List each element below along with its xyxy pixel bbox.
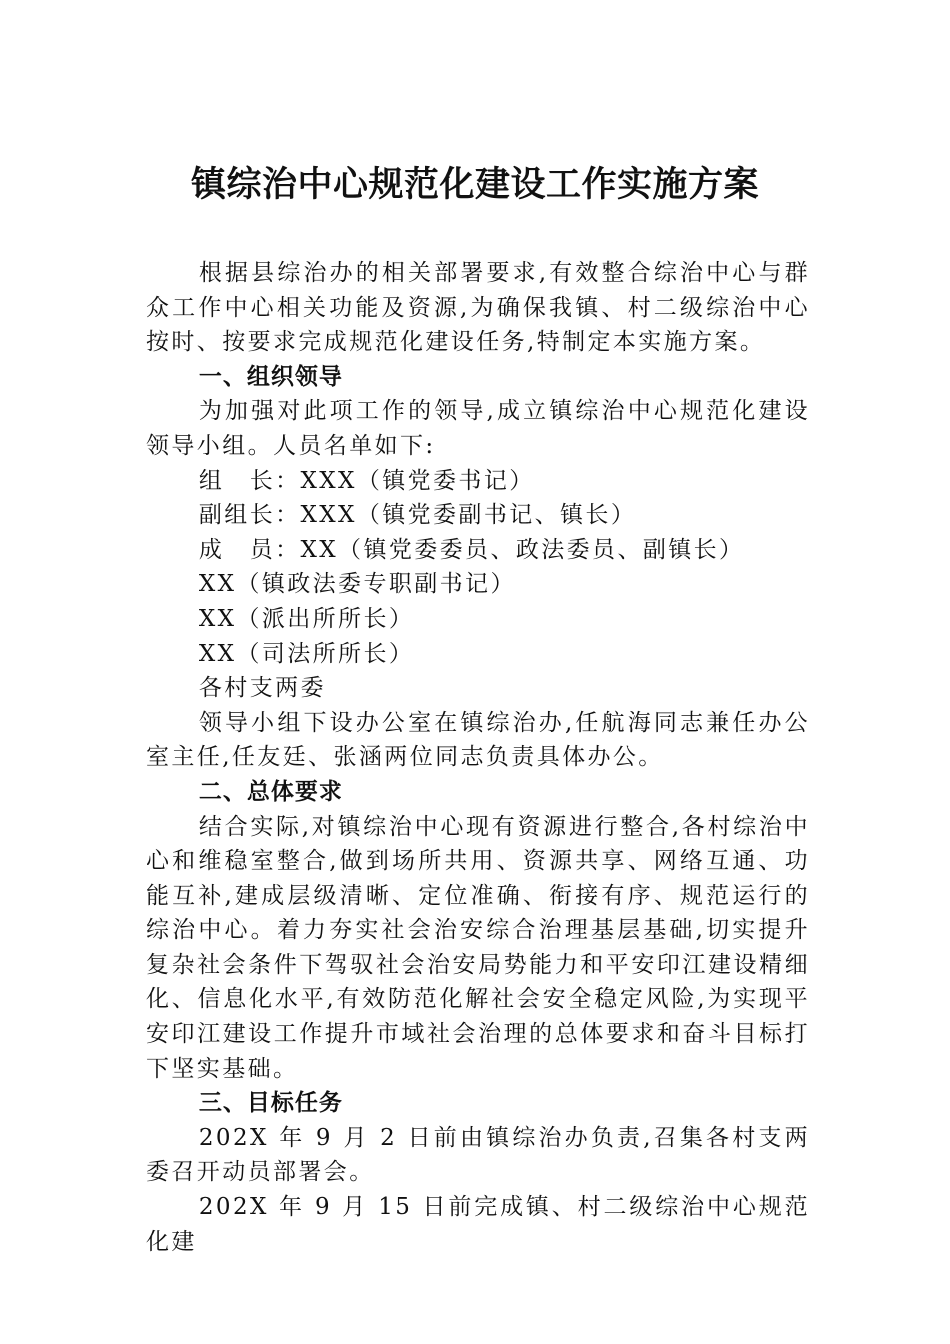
task-paragraph-2: 202X 年 9 月 15 日前完成镇、村二级综治中心规范化建 bbox=[146, 1194, 810, 1255]
document-body bbox=[146, 256, 810, 1259]
task-paragraph-1: 202X 年 9 月 2 日前由镇综治办负责,召集各村支两委召开动员部署会。 bbox=[146, 1124, 810, 1186]
requirements-paragraph: 结合实际,对镇综治中心现有资源进行整合,各村综治中心和维稳室整合,做到场所共用、资源共享、网络互通、功能互补,建成层级清晰、定位准确、衔接有序、规范运行的综治中心。着力夯实社会治安综合治理基层基础,切实提升复杂社会条件下驾驭社会治安局势能力和平安印江建设精细化、信息化水平,有效防范化解社会安全稳定风险,为实现平安印江建设工作提升市域社会治理的总体要求和奋斗目标打下坚实基础。 bbox=[146, 813, 811, 1082]
member-line-political-secretary: XX（镇政法委专职副书记） bbox=[198, 571, 516, 598]
section-heading-requirements: 二、总体要求 bbox=[198, 778, 343, 805]
member-line-leader: 组 长：XXX（镇党委书记） bbox=[198, 467, 535, 494]
section-heading-tasks: 三、目标任务 bbox=[198, 1090, 343, 1117]
member-line-police-chief: XX（派出所所长） bbox=[198, 605, 415, 632]
intro-paragraph: 根据县综治办的相关部署要求,有效整合综治中心与群众工作中心相关功能及资源,为确保我镇、村二级综治中心按时、按要求完成规范化建设任务,特制定本实施方案。 bbox=[146, 260, 810, 356]
member-line-village-committees: 各村支两委 bbox=[198, 675, 326, 702]
member-line-members: 成 员：XX（镇党委委员、政法委员、副镇长） bbox=[198, 536, 745, 563]
member-line-judicial-chief: XX（司法所所长） bbox=[198, 640, 415, 667]
document-title: 镇综治中心规范化建设工作实施方案 bbox=[190, 164, 759, 205]
office-paragraph: 领导小组下设办公室在镇综治办,任航海同志兼任办公室主任,任友廷、张涵两位同志负责具体办公。 bbox=[146, 709, 810, 771]
section-heading-organization: 一、组织领导 bbox=[198, 363, 343, 390]
organization-paragraph: 为加强对此项工作的领导,成立镇综治中心规范化建设领导小组。人员名单如下: bbox=[146, 398, 810, 459]
member-line-deputy-leader: 副组长：XXX（镇党委副书记、镇长） bbox=[198, 502, 637, 529]
